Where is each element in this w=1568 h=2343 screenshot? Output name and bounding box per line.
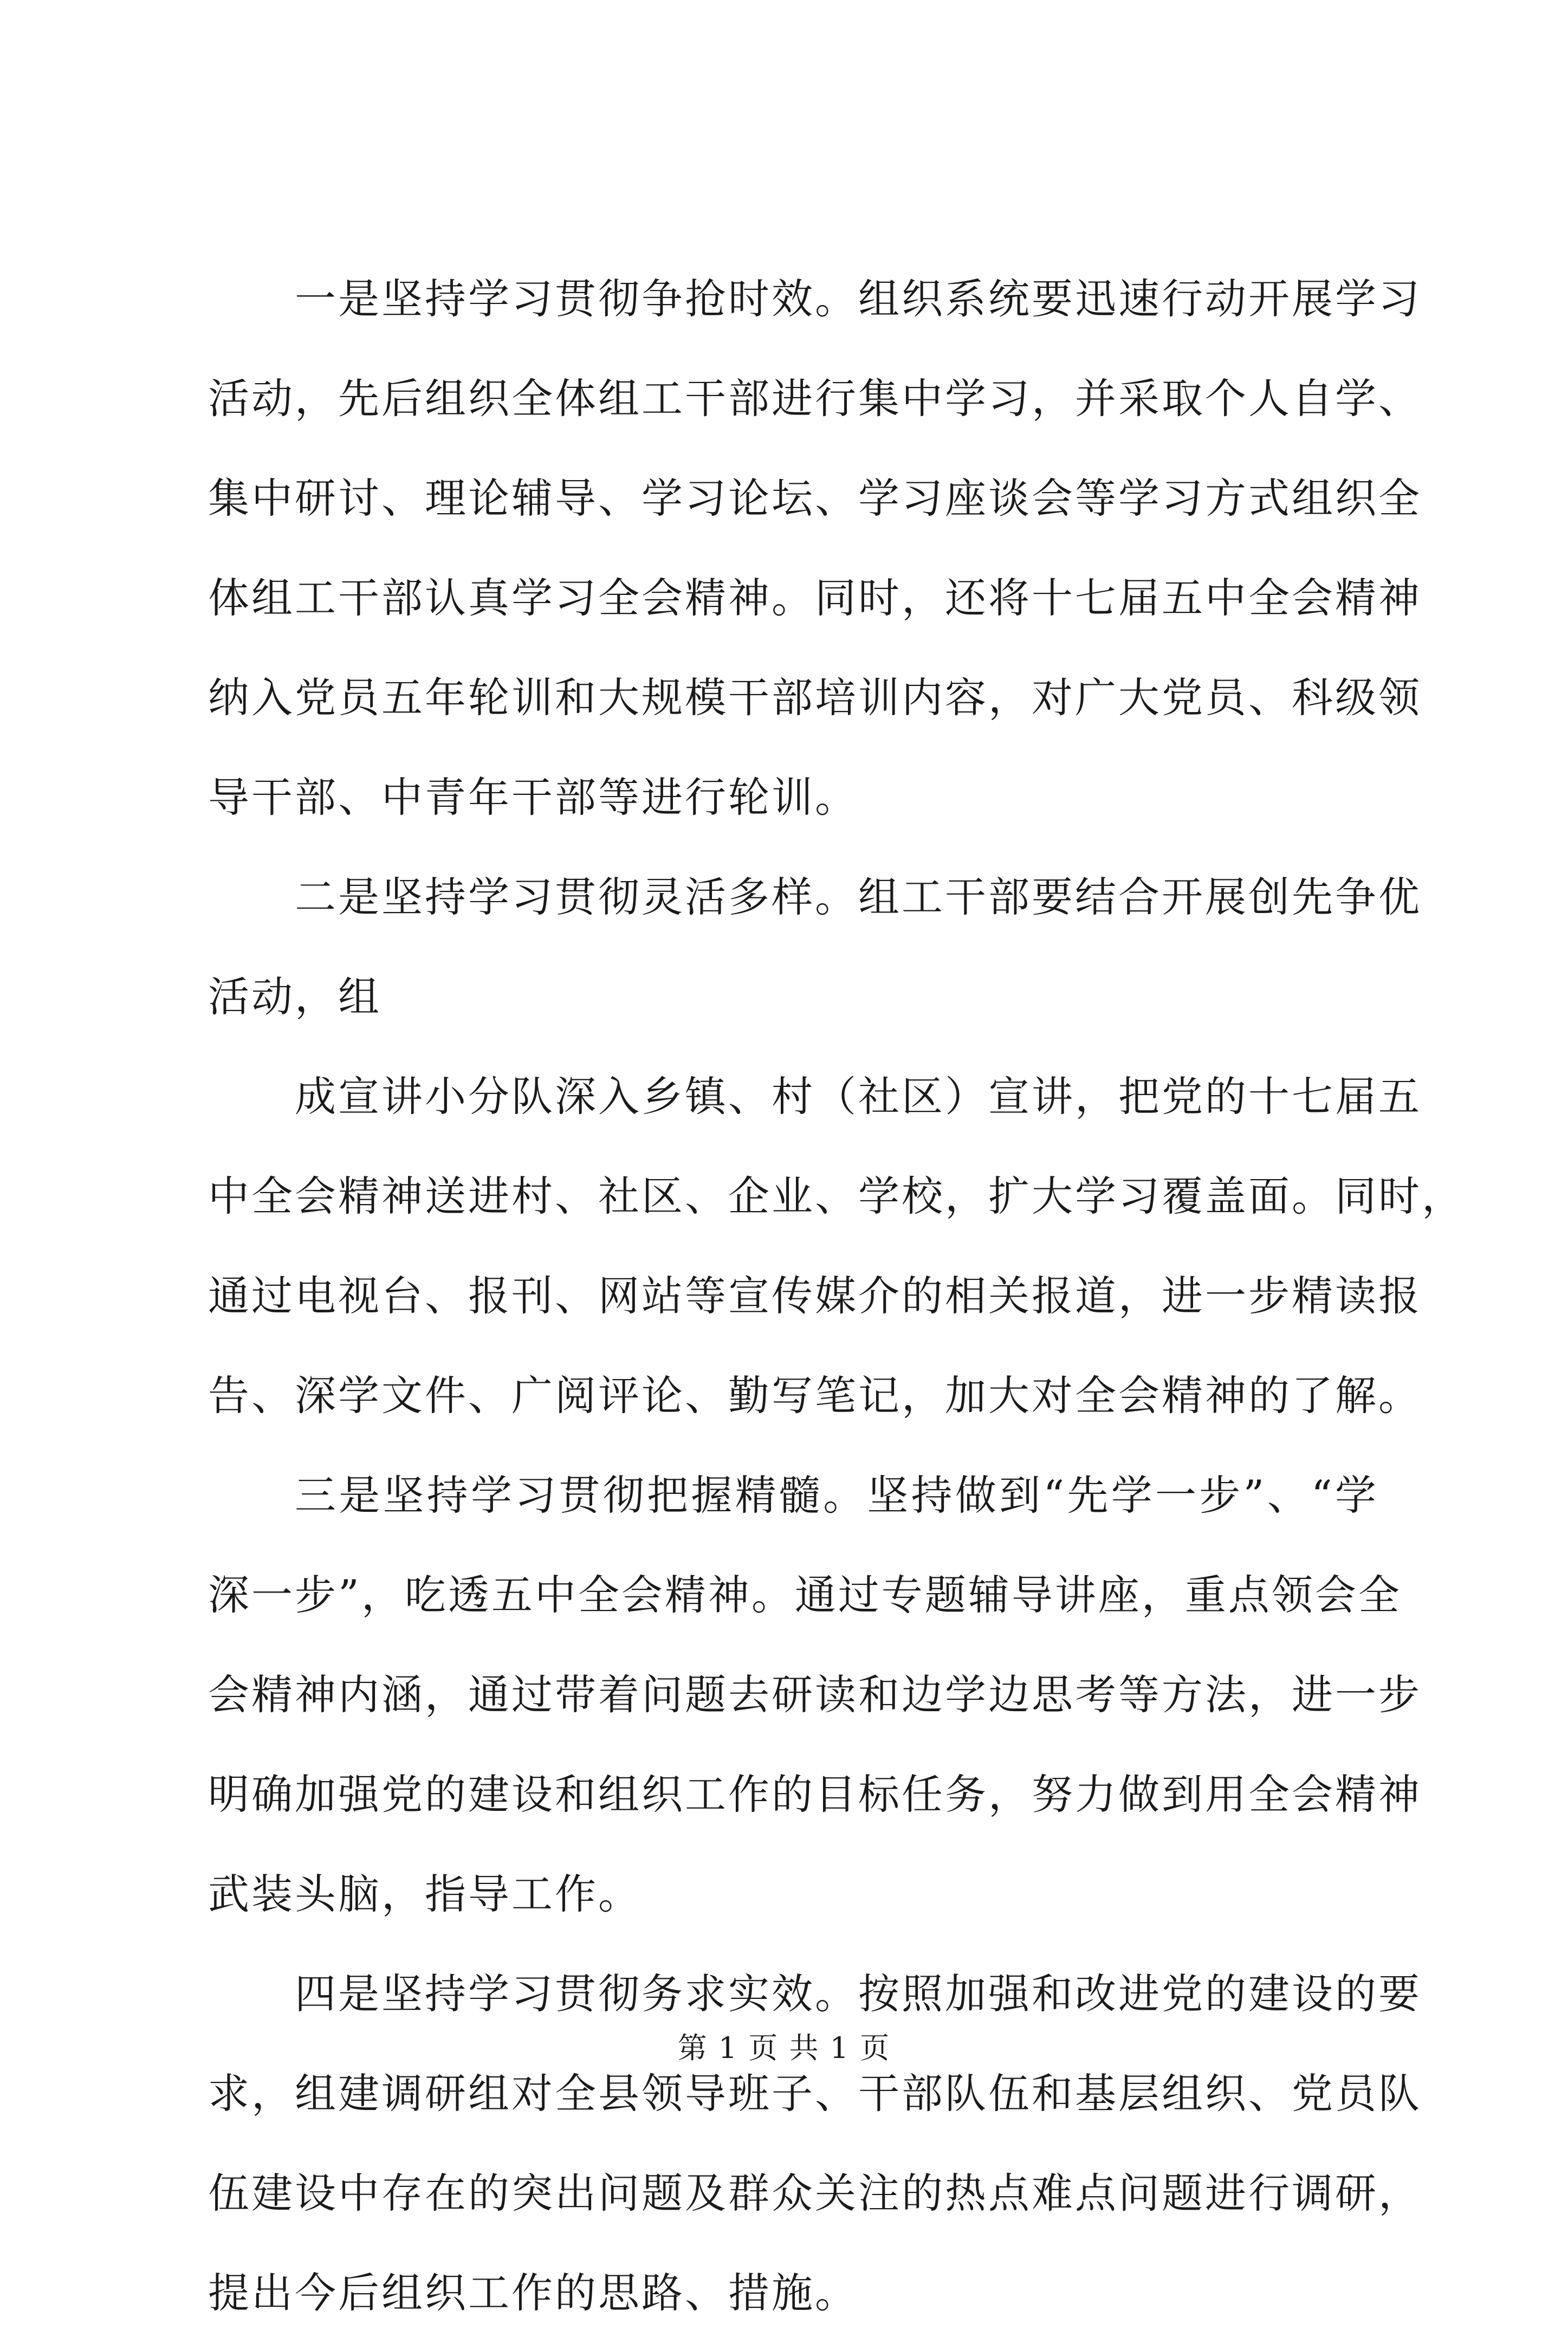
paragraph-4-line-5: 武装头脑，指导工作。 (208, 1870, 642, 1918)
paragraph-5-line-1: 四是坚持学习贯彻务求实效。按照加强和改进党的建设的要 (295, 1970, 1422, 2018)
paragraph-5-line-4: 提出今后组织工作的思路、措施。 (208, 2269, 858, 2317)
paragraph-4-line-2: 深一步”，吃透五中全会精神。通过专题辅导讲座，重点领会全 (208, 1571, 1402, 1619)
paragraph-5-line-3: 伍建设中存在的突出问题及群众关注的热点难点问题进行调研， (208, 2169, 1422, 2217)
paragraph-1-line-4: 体组工干部认真学习全会精神。同时，还将十七届五中全会精神 (208, 574, 1422, 622)
paragraph-1-line-6: 导干部、中青年干部等进行轮训。 (208, 773, 858, 821)
paragraph-2-line-2: 活动，组 (208, 973, 381, 1021)
paragraph-4-line-4: 明确加强党的建设和组织工作的目标任务，努力做到用全会精神 (208, 1770, 1422, 1818)
paragraph-1-line-3: 集中研讨、理论辅导、学习论坛、学习座谈会等学习方式组织全 (208, 474, 1422, 522)
page-footer: 第 1 页 共 1 页 (677, 2031, 891, 2065)
paragraph-1-line-5: 纳入党员五年轮训和大规模干部培训内容，对广大党员、科级领 (208, 674, 1422, 722)
paragraph-1-line-2: 活动，先后组织全体组工干部进行集中学习，并采取个人自学、 (208, 374, 1422, 423)
paragraph-5-line-2: 求，组建调研组对全县领导班子、干部队伍和基层组织、党员队 (208, 2069, 1422, 2118)
paragraph-3-line-2: 中全会精神送进村、社区、企业、学校，扩大学习覆盖面。同时， (208, 1172, 1465, 1220)
paragraph-4-line-3: 会精神内涵，通过带着问题去研读和边学边思考等方法，进一步 (208, 1671, 1422, 1719)
paragraph-3-line-1: 成宣讲小分队深入乡镇、村（社区）宣讲，把党的十七届五 (295, 1072, 1422, 1121)
paragraph-1-line-1: 一是坚持学习贯彻争抢时效。组织系统要迅速行动开展学习 (295, 275, 1422, 323)
paragraph-3-line-3: 通过电视台、报刊、网站等宣传媒介的相关报道，进一步精读报 (208, 1272, 1422, 1320)
paragraph-3-line-4: 告、深学文件、广阅评论、勤写笔记，加大对全会精神的了解。 (208, 1371, 1422, 1420)
paragraph-4-line-1: 三是坚持学习贯彻把握精髓。坚持做到“先学一步”、“学 (295, 1471, 1378, 1519)
paragraph-2-line-1: 二是坚持学习贯彻灵活多样。组工干部要结合开展创先争优 (295, 873, 1422, 921)
